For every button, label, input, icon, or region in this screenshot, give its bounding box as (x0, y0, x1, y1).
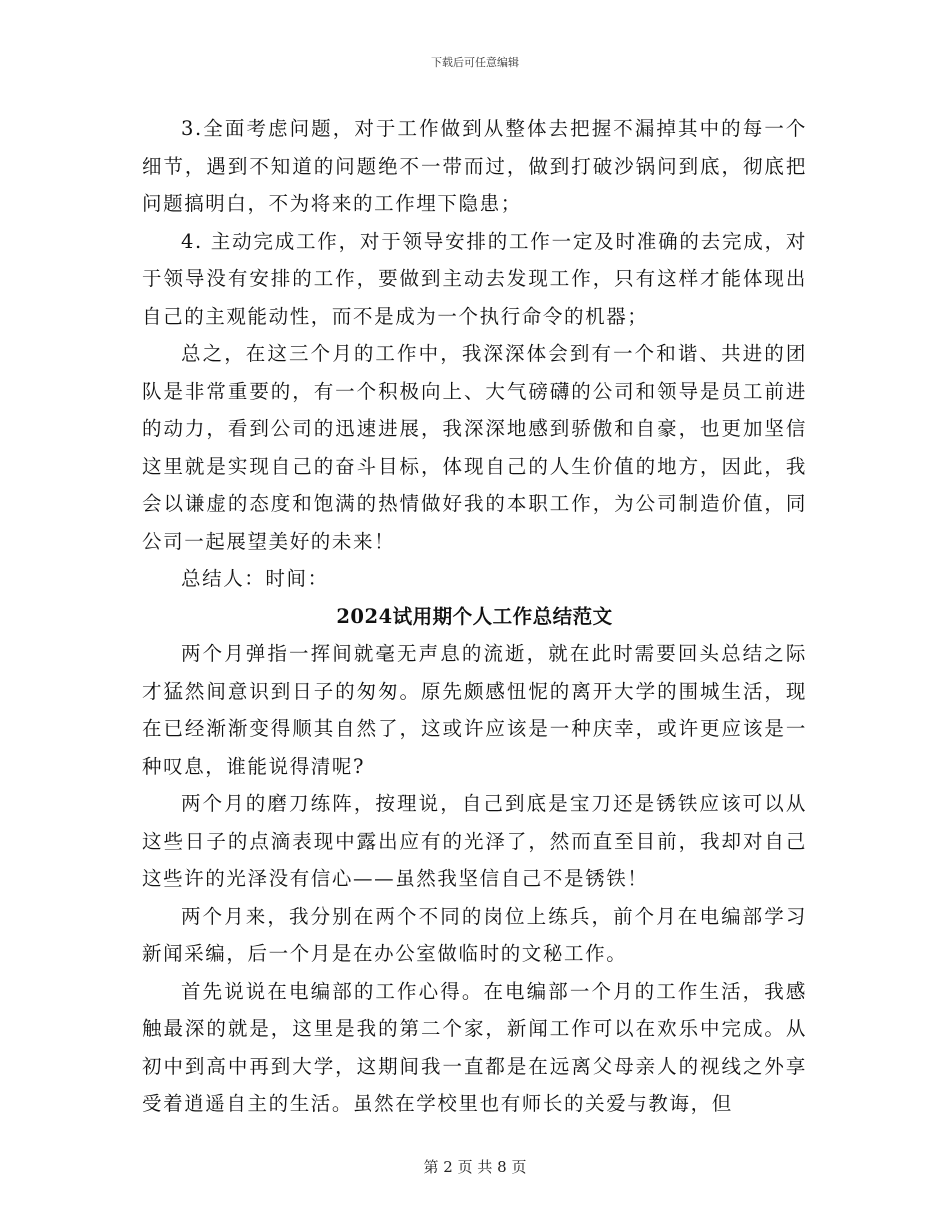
document-body (142, 110, 807, 1123)
page-footer: 第 2 页 共 8 页 (423, 1158, 527, 1176)
paragraph-conclusion: 总之，在这三个月的工作中，我深深体会到有一个和谐、共进的团队是非常重要的，有一个积极向上、大气磅礴的公司和领导是员工前进的动力，看到公司的迅速进展，我深深地感到骄傲和自豪，也更加坚信这里就是实现自己的奋斗目标，体现自己的人生价值的地方，因此，我会以谦虚的态度和饱满的热情做好我的本职工作，为公司制造价值，同公司一起展望美好的未来！ (142, 342, 807, 553)
paragraph-item-3: 3.全面考虑问题，对于工作做到从整体去把握不漏掉其中的每一个细节，遇到不知道的问题绝不一带而过，做到打破沙锅问到底，彻底把问题搞明白，不为将来的工作埋下隐患； (142, 117, 807, 215)
paragraph-item-4: 4. 主动完成工作，对于领导安排的工作一定及时准确的去完成，对于领导没有安排的工作，要做到主动去发现工作，只有这样才能体现出自己的主观能动性，而不是成为一个执行命令的机器； (142, 229, 807, 328)
page-header: 下载后可任意编辑 (431, 56, 519, 69)
paragraph-positions: 两个月来，我分别在两个不同的岗位上练兵，前个月在电编部学习新闻采编，后一个月是在办公室做临时的文秘工作。 (142, 904, 807, 965)
paragraph-editing-dept: 首先说说在电编部的工作心得。在电编部一个月的工作生活，我感触最深的就是，这里是我的第二个家，新闻工作可以在欢乐中完成。从初中到高中再到大学，这期间我一直都是在远离父母亲人的视线之外享受着逍遥自主的生活。虽然在学校里也有师长的关爱与教诲，但 (142, 979, 807, 1115)
signature-line: 总结人：时间： (181, 567, 329, 590)
paragraph-training: 两个月的磨刀练阵，按理说，自己到底是宝刀还是锈铁应该可以从这些日子的点滴表现中露出应有的光泽了，然而直至目前，我却对自己这些许的光泽没有信心——虽然我坚信自己不是锈铁！ (142, 792, 807, 890)
section-title: 2024试用期个人工作总结范文 (336, 604, 613, 628)
paragraph-intro: 两个月弹指一挥间就毫无声息的流逝，就在此时需要回头总结之际才猛然间意识到日子的匆匆。原先颇感忸怩的离开大学的围城生活，现在已经渐渐变得顺其自然了，这或许应该是一种庆幸，或许更应该是一种叹息，谁能说得清呢? (142, 642, 807, 778)
